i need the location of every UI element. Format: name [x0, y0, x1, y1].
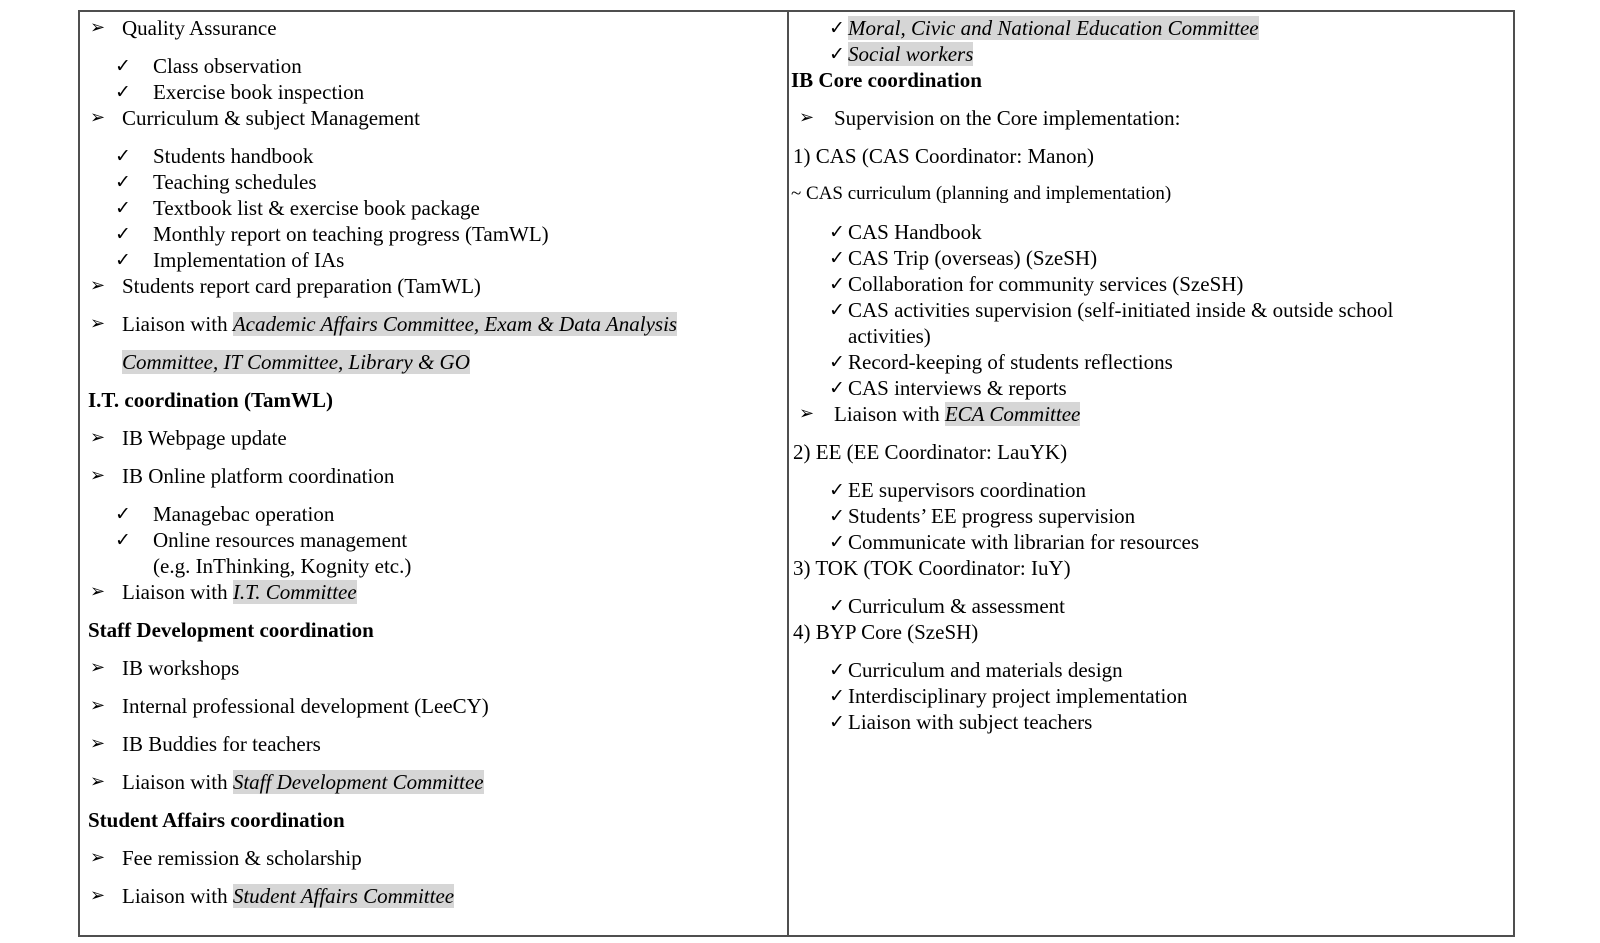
list-item-arrow	[791, 105, 1509, 131]
list-item-check	[791, 709, 1509, 735]
list-item-check	[791, 41, 1509, 67]
check-bullet-icon: ✓	[829, 17, 845, 39]
list-item-check	[791, 245, 1509, 271]
list-item-check	[791, 219, 1509, 245]
check-bullet-icon: ✓	[829, 531, 845, 553]
list-item-arrow	[88, 105, 783, 131]
list-item-arrow	[88, 463, 783, 489]
text-segment: (e.g. InThinking, Kognity etc.)	[153, 554, 412, 578]
list-item-check	[88, 527, 783, 553]
check-bullet-icon: ✓	[115, 503, 131, 525]
check-bullet-icon: ✓	[829, 711, 845, 733]
text-segment: 2) EE (EE Coordinator: LauYK)	[793, 440, 1068, 464]
text-segment: Quality Assurance	[122, 16, 277, 40]
list-item-arrow	[88, 311, 783, 337]
document-table	[78, 10, 1515, 937]
text-segment: Staff Development Committee	[232, 770, 484, 794]
numbered-item	[791, 439, 1509, 465]
check-bullet-icon: ✓	[829, 351, 845, 373]
text-segment: ECA Committee	[944, 402, 1081, 426]
text-segment: Student Affairs coordination	[88, 808, 345, 832]
text-segment: CAS Handbook	[848, 220, 982, 244]
check-bullet-icon: ✓	[829, 595, 845, 617]
list-item-check	[791, 683, 1509, 709]
arrow-bullet-icon: ➢	[90, 427, 106, 448]
list-item-check	[88, 501, 783, 527]
section-heading	[88, 617, 783, 643]
arrow-bullet-icon: ➢	[90, 657, 106, 678]
text-segment: Teaching schedules	[153, 170, 317, 194]
arrow-bullet-icon: ➢	[799, 403, 815, 424]
list-item-arrow	[88, 845, 783, 871]
text-segment: EE supervisors coordination	[848, 478, 1086, 502]
arrow-bullet-icon: ➢	[90, 107, 106, 128]
section-heading	[88, 807, 783, 833]
list-item-continuation	[791, 323, 1509, 349]
check-bullet-icon: ✓	[115, 81, 131, 103]
list-item-check	[791, 477, 1509, 503]
check-bullet-icon: ✓	[115, 249, 131, 271]
text-segment: Liaison with	[122, 884, 233, 908]
arrow-bullet-icon: ➢	[90, 313, 106, 334]
text-segment: IB Online platform coordination	[122, 464, 395, 488]
text-segment: Internal professional development (LeeCY)	[122, 694, 489, 718]
numbered-item	[791, 555, 1509, 581]
list-item-arrow	[88, 579, 783, 605]
arrow-bullet-icon: ➢	[90, 733, 106, 754]
list-item-arrow	[88, 655, 783, 681]
text-segment: Exercise book inspection	[153, 80, 365, 104]
text-segment: Social workers	[848, 42, 974, 66]
check-bullet-icon: ✓	[829, 377, 845, 399]
check-bullet-icon: ✓	[829, 273, 845, 295]
list-item-arrow	[88, 883, 783, 909]
text-segment: Monthly report on teaching progress (TamWL)	[153, 222, 549, 246]
section-heading	[791, 67, 1509, 93]
list-item-check	[791, 297, 1509, 323]
text-segment: Curriculum and materials design	[848, 658, 1123, 682]
arrow-bullet-icon: ➢	[90, 581, 106, 602]
check-bullet-icon: ✓	[829, 659, 845, 681]
text-segment: activities)	[848, 324, 931, 348]
arrow-bullet-icon: ➢	[90, 17, 106, 38]
text-segment: Record-keeping of students reflections	[848, 350, 1173, 374]
check-bullet-icon: ✓	[115, 171, 131, 193]
text-segment: Textbook list & exercise book package	[153, 196, 480, 220]
list-item-check	[791, 15, 1509, 41]
list-item-check	[791, 349, 1509, 375]
arrow-bullet-icon: ➢	[90, 275, 106, 296]
arrow-bullet-icon: ➢	[799, 107, 815, 128]
check-bullet-icon: ✓	[829, 685, 845, 707]
list-item-arrow	[88, 425, 783, 451]
text-segment: Fee remission & scholarship	[122, 846, 362, 870]
list-item-check	[88, 143, 783, 169]
text-segment: Academic Affairs Committee, Exam & Data Analysis	[232, 312, 678, 336]
arrow-bullet-icon: ➢	[90, 695, 106, 716]
text-segment: Committee, IT Committee, Library & GO	[122, 350, 470, 374]
check-bullet-icon: ✓	[829, 479, 845, 501]
check-bullet-icon: ✓	[829, 221, 845, 243]
list-item-arrow	[88, 693, 783, 719]
list-item-arrow	[88, 273, 783, 299]
text-segment: CAS activities supervision (self-initiated inside & outside school	[848, 298, 1394, 322]
text-segment: Students report card preparation (TamWL)	[122, 274, 481, 298]
text-segment: Online resources management	[153, 528, 408, 552]
sub-note	[791, 181, 1509, 207]
text-segment: Managebac operation	[153, 502, 335, 526]
list-item-check	[88, 195, 783, 221]
check-bullet-icon: ✓	[115, 145, 131, 167]
list-item-arrow	[88, 731, 783, 757]
left-column	[80, 12, 789, 935]
text-segment: IB Buddies for teachers	[122, 732, 321, 756]
text-segment: ~ CAS curriculum (planning and implementation)	[791, 183, 1172, 204]
list-item-check	[88, 53, 783, 79]
list-item-check	[88, 221, 783, 247]
list-item-check	[88, 247, 783, 273]
text-segment: Students’ EE progress supervision	[848, 504, 1136, 528]
arrow-bullet-icon: ➢	[90, 465, 106, 486]
check-bullet-icon: ✓	[115, 197, 131, 219]
list-item-check	[88, 79, 783, 105]
text-segment: IB Core coordination	[791, 68, 982, 92]
text-segment: Liaison with subject teachers	[848, 710, 1093, 734]
right-column	[789, 12, 1513, 935]
arrow-bullet-icon: ➢	[90, 771, 106, 792]
list-item-arrow	[88, 15, 783, 41]
list-item-arrow	[88, 769, 783, 795]
arrow-bullet-icon: ➢	[90, 847, 106, 868]
list-item-arrow	[791, 401, 1509, 427]
text-segment: Staff Development coordination	[88, 618, 374, 642]
text-segment: Liaison with	[122, 580, 233, 604]
text-segment: Liaison with	[834, 402, 945, 426]
list-item-check	[88, 169, 783, 195]
text-segment: Student Affairs Committee	[232, 884, 455, 908]
list-item-check	[791, 271, 1509, 297]
text-segment: I.T. coordination (TamWL)	[88, 388, 334, 412]
check-bullet-icon: ✓	[829, 505, 845, 527]
list-item-check	[791, 593, 1509, 619]
check-bullet-icon: ✓	[115, 529, 131, 551]
section-heading	[88, 387, 783, 413]
text-segment: Curriculum & subject Management	[122, 106, 421, 130]
text-segment: Communicate with librarian for resources	[848, 530, 1200, 554]
text-segment: Moral, Civic and National Education Committee	[848, 16, 1259, 40]
text-segment: Curriculum & assessment	[848, 594, 1065, 618]
text-segment: 1) CAS (CAS Coordinator: Manon)	[793, 144, 1094, 168]
text-segment: Class observation	[153, 54, 302, 78]
arrow-bullet-icon: ➢	[90, 885, 106, 906]
text-segment: IB workshops	[122, 656, 240, 680]
text-segment: CAS interviews & reports	[848, 376, 1067, 400]
text-segment: Collaboration for community services (SzeSH)	[848, 272, 1244, 296]
check-bullet-icon: ✓	[115, 223, 131, 245]
text-segment: Liaison with	[122, 312, 233, 336]
text-segment: Students handbook	[153, 144, 314, 168]
text-segment: Interdisciplinary project implementation	[848, 684, 1188, 708]
text-segment: Implementation of IAs	[153, 248, 345, 272]
text-segment: I.T. Committee	[232, 580, 357, 604]
check-bullet-icon: ✓	[829, 299, 845, 321]
check-bullet-icon: ✓	[829, 247, 845, 269]
text-segment: 4) BYP Core (SzeSH)	[793, 620, 979, 644]
text-segment: Liaison with	[122, 770, 233, 794]
text-segment: CAS Trip (overseas) (SzeSH)	[848, 246, 1098, 270]
numbered-item	[791, 143, 1509, 169]
check-bullet-icon: ✓	[115, 55, 131, 77]
text-segment: IB Webpage update	[122, 426, 287, 450]
check-bullet-icon: ✓	[829, 43, 845, 65]
text-segment: Supervision on the Core implementation:	[834, 106, 1181, 130]
list-item-check	[791, 529, 1509, 555]
list-item-continuation	[88, 349, 783, 375]
list-item-check	[791, 657, 1509, 683]
list-item-check	[791, 503, 1509, 529]
numbered-item	[791, 619, 1509, 645]
text-segment: 3) TOK (TOK Coordinator: IuY)	[793, 556, 1071, 580]
list-item-check	[791, 375, 1509, 401]
list-item-continuation	[88, 553, 783, 579]
